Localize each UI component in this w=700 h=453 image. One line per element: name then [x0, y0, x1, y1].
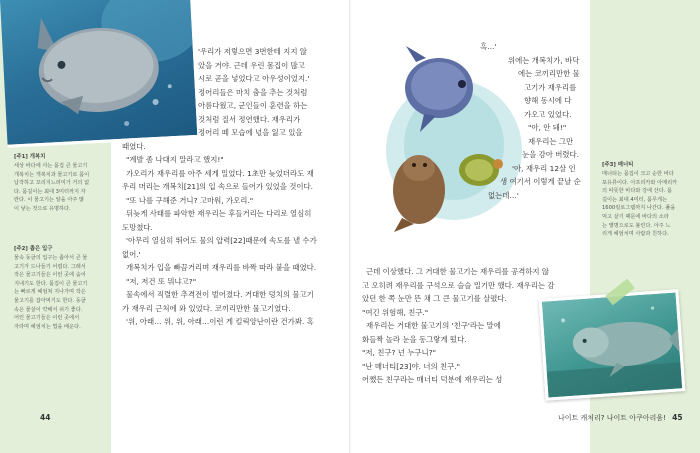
story-line: 고 오히려 재우리를 구석으로 슬슬 밀기만 했다. 재우리는 감 [362, 280, 555, 290]
story-line: 향해 동시에 다 [524, 96, 572, 105]
note-line: 리게 헤엄치며 사람과 친하다. [602, 231, 669, 238]
story-line: 았을 거야. 근데 우린 몸집이 많고 [198, 60, 305, 70]
story-line: '아무리 열심히 뛰어도 물의 압력[22]때문에 속도를 낼 수가 [126, 236, 317, 245]
note-line: 어린 물고기들은 이런 곳에서 [14, 315, 80, 322]
story-line: "저, 친구? 넌 누구니?" [362, 348, 437, 357]
note-line: 개복치는 개복치과 물고기로 몸이 [14, 171, 90, 178]
note-head-narrow-entrance: [주2] 좁은 입구 [14, 246, 53, 252]
note-body-narrow-entrance [14, 254, 87, 331]
story-line: "저, 저건 또 뭐냐고?" [126, 276, 197, 286]
left-story-text [122, 45, 340, 329]
note-line: 작은 물고기들은 이런 곳에 숨어 [14, 272, 86, 279]
story-line: "아, 안 돼!" [528, 123, 567, 132]
story-line: "계발 좀 나대지 말라고 했지!" [126, 155, 224, 164]
note-body-manatee [602, 170, 677, 239]
note-line: 의 따뜻한 바다와 강에 산다. 몸 [602, 188, 673, 195]
note-line: 먹고 살기 때문에 바다의 소라 [602, 213, 669, 220]
story-line: 개복치가 입을 빠끔거리며 재우리를 바짝 따라 붙을 때였다. [126, 263, 317, 272]
story-line: "또 나를 구해준 거니? 고마워, 가오리." [126, 195, 254, 205]
story-line: 재우리는 거대한 물고기의 '친구'라는 말에 [366, 321, 501, 330]
page-number: 44 [40, 413, 51, 422]
story-line: "여긴 위험해, 친구." [362, 307, 429, 317]
note-line: 지내기도 한다. 몸집이 큰 물고기 [14, 280, 88, 287]
story-line: "난 매너티[23]야. 너의 친구." [362, 361, 460, 371]
right-story-text-top [478, 40, 590, 202]
note-head-sunfish: [주1] 개복치 [14, 154, 46, 160]
story-line: 가 재우리 근처에 와 있었다. 코끼리만한 물고기였다. [122, 303, 291, 313]
story-line: 화들짝 놀라 눈을 동그랗게 떴다. [362, 334, 467, 344]
story-line: 없는데…' [488, 190, 519, 200]
story-line: 가오고 있었다. [524, 109, 572, 119]
note-line: 속은 물살이 약해서 쉬기 좋다. [14, 306, 83, 313]
manatee-photo-illustration [542, 292, 682, 397]
story-line: 도망쳤다. [122, 222, 153, 232]
story-line: 재우리는 그만 [528, 136, 574, 146]
story-line: 아름다웠고, 군인들이 훈련을 하는 [198, 101, 308, 110]
running-footer-right [558, 413, 683, 423]
note-head-manatee: [주3] 매너티 [602, 162, 634, 168]
story-line: 가오리가 재우리를 아주 세게 밀었다. 1초만 늦었더라도 재 [126, 168, 314, 178]
story-line: 물속에서 직렬한 추격전이 벌어졌다. 거대한 덩치의 물고기 [126, 290, 314, 299]
note-line: 이 낳는 것으로 유명하다. [14, 205, 71, 212]
note-line: 는 별명으로도 불린다. 아주 느 [602, 222, 671, 229]
note-line: 는 빠르게 헤엄쳐 지나가며 작은 [14, 289, 86, 296]
story-line: 에는 코끼리만한 물 [518, 69, 580, 78]
note-line: 세상 바다에 사는 몸집 큰 물고기 [14, 163, 88, 169]
story-line: 뒤늦게 사태를 파악한 재우리는 후들거리는 다리로 열심히 [126, 209, 312, 218]
story-line: 고기가 재우리를 [524, 82, 577, 92]
story-line: '우리가 저렇으면 3번한테 지지 않 [198, 47, 307, 56]
note-line: 다. 몸길이는 최대 3미터까지 자 [14, 188, 86, 195]
story-line: 생 여기서 이렇게 끝날 순 [500, 177, 581, 186]
book-gutter [349, 0, 351, 453]
story-line: 어쨌든 친구라는 매너티 덕분에 재우리는 성 [362, 375, 503, 384]
note-line: 매너티는 몸집이 크고 순한 바다 [602, 171, 674, 177]
note-line: 1600킬로그램까지 나간다. 풀을 [602, 205, 676, 212]
story-line: 정어리들은 마치 춤을 추는 것처럼 [198, 87, 308, 97]
note-line: 납작하고 꼬리지느러미가 거의 없 [14, 180, 90, 187]
story-line: 정어리 떼 모습에 넋을 잃고 있을 [198, 128, 303, 137]
story-line: 근데 이상했다. 그 거대한 물고기는 재우리를 공격하지 않 [366, 267, 550, 276]
page-number-left [40, 413, 50, 422]
note-line: 물속 동굴의 입구는 좁아서 큰 물 [14, 255, 88, 261]
note-line: 물고기를 잡아먹기도 한다. 동굴 [14, 297, 86, 304]
story-line: 흑…' [480, 42, 497, 51]
note-line: 고기가 드나들기 어렵다. 그래서 [14, 263, 86, 270]
story-line: 눈을 감아 버렸다. [522, 150, 580, 159]
note-line: 길이는 최대 4미터, 몸무게는 [602, 196, 668, 203]
story-line: 우리 머리는 개복치[21]의 입 속으로 들어가 있었을 것이다. [122, 182, 314, 191]
note-body-sunfish [14, 162, 89, 214]
story-line: 때였다. [122, 141, 146, 151]
note-line: 자라며 헤엄치는 법을 배운다. [14, 323, 81, 330]
page-number: 45 [672, 413, 683, 422]
note-line: 란다. 이 물고기는 알을 아주 많 [14, 197, 85, 204]
story-line: 았던 한 쪽 눈만 뜬 채 그 큰 물고기를 살폈다. [362, 294, 507, 303]
note-line: 포유류이다. 아프리카와 아메리카 [602, 179, 678, 186]
story-line: 위에는 개복치가, 바닥 [508, 55, 580, 65]
story-line: '위, 아래… 위, 위, 아래…이런 게 킬릭앙난이란 건가봐. 혹 [126, 317, 314, 326]
running-title: 나이트 캐처리? 나이트 아쿠아리움! [558, 414, 666, 422]
story-line: 것처럼 질서 정연했다. 재우리가 [198, 114, 301, 124]
story-line: '아, 재우리 12살 인 [512, 163, 576, 173]
story-line: 없어.' [122, 249, 141, 259]
story-line: 시로 곧을 넣었다고 아우성이었지.' [198, 74, 310, 83]
manatee-photo [539, 289, 686, 401]
